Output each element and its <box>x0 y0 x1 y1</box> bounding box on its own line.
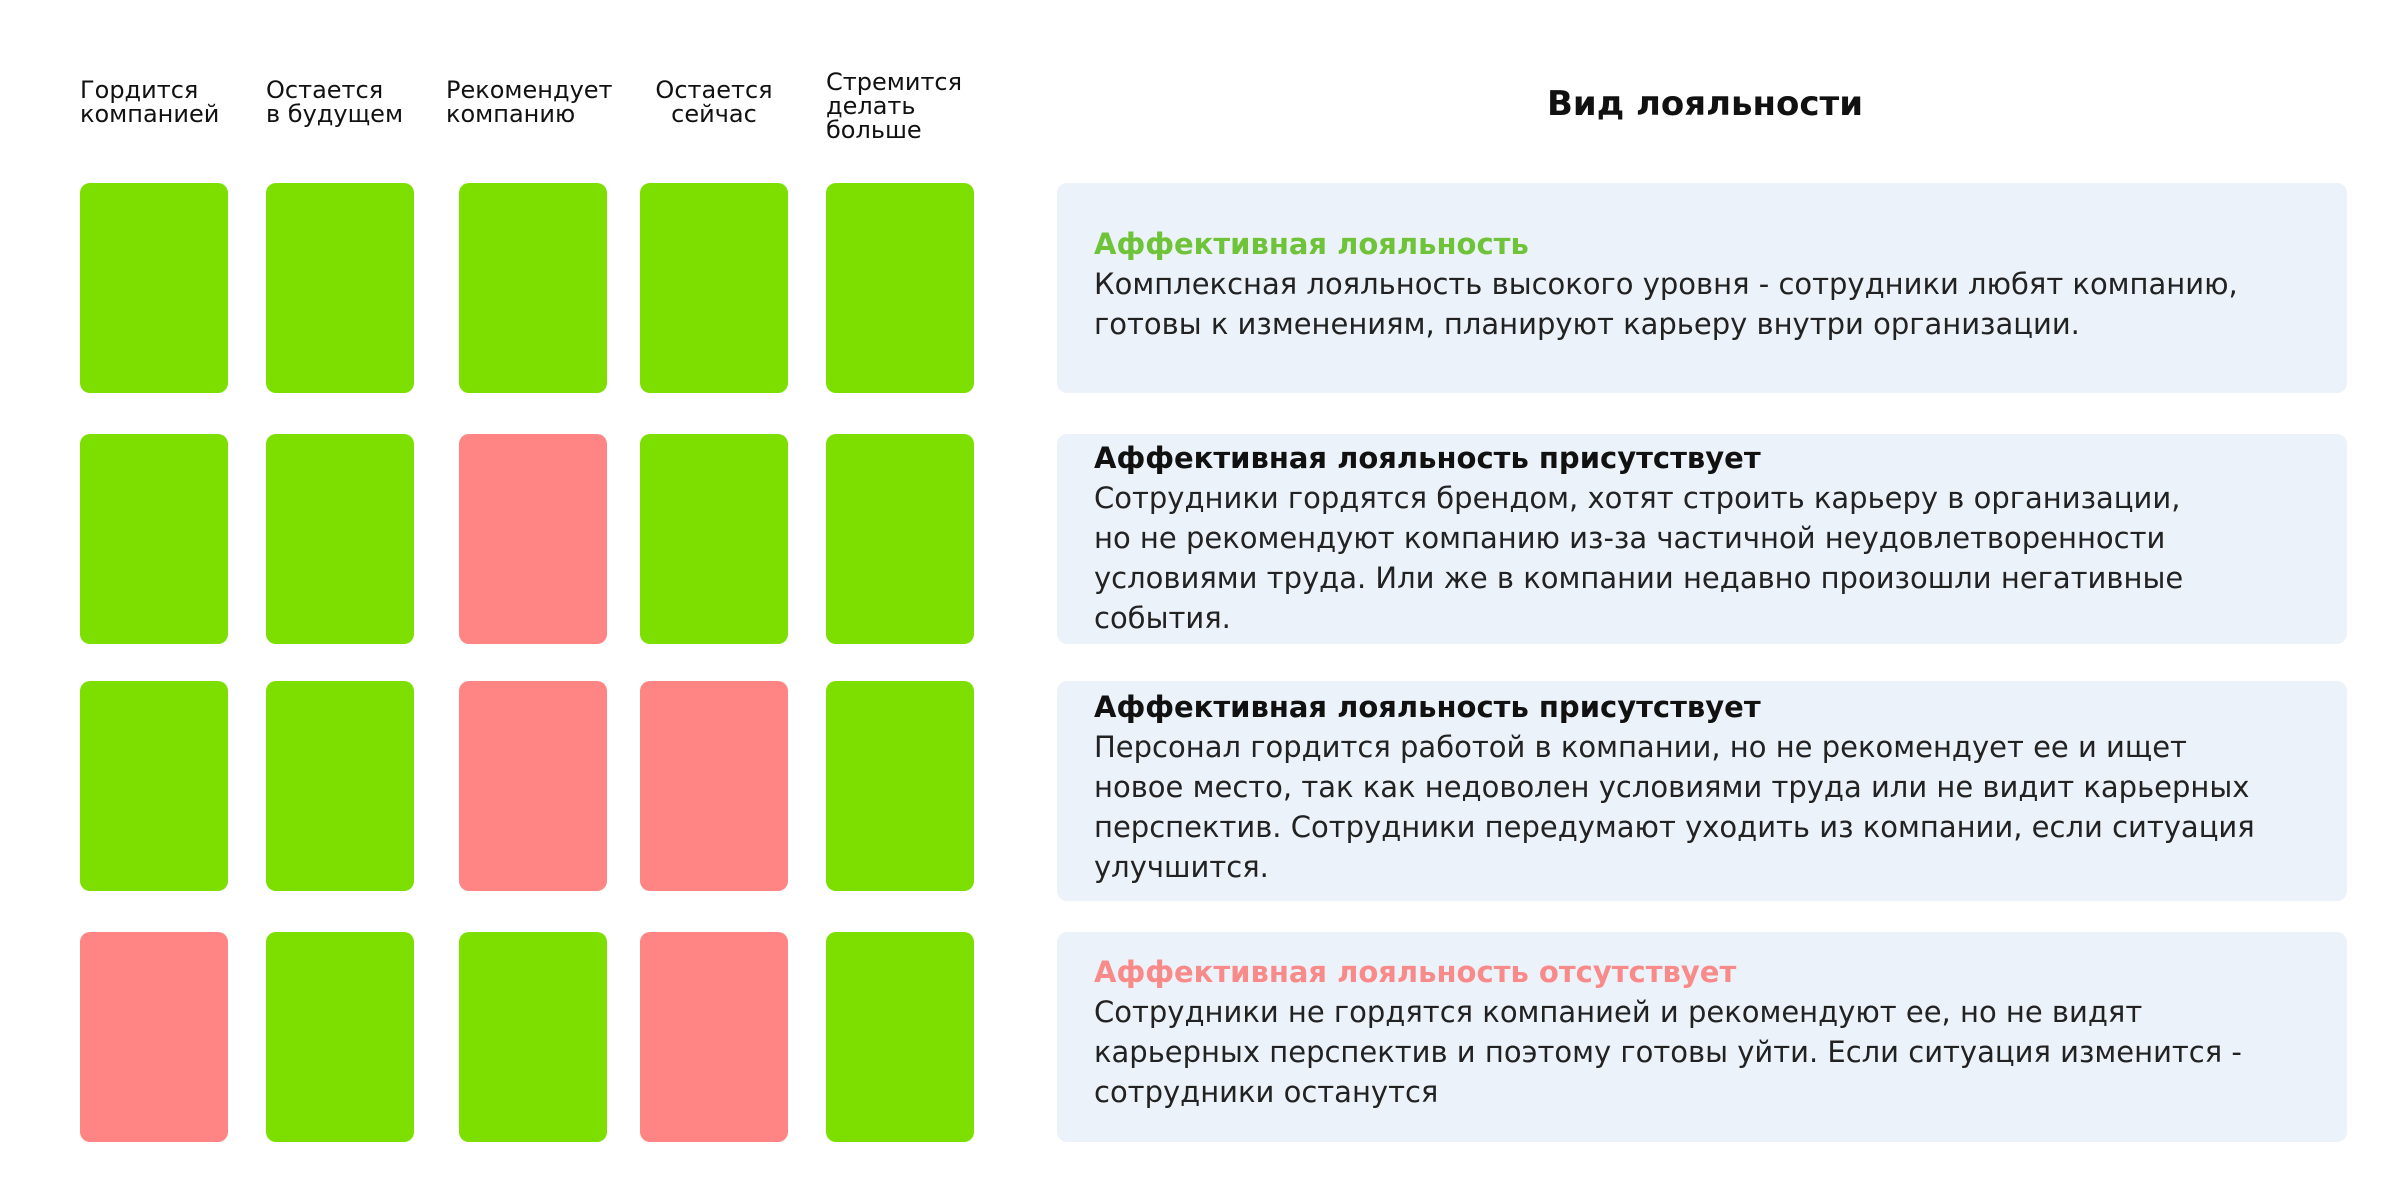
column-header-line: компанию <box>446 100 576 128</box>
tile-row1-recommends <box>459 183 607 393</box>
card-text: Персонал гордится работой в компании, но не рекомендует ее и ищет новое место, так как недоволен условиями труда или не видит карьерных перспектив. Сотрудники передумают уходить из компании, если ситуация улучшится. <box>1094 730 2255 884</box>
column-header-line: Стремится <box>826 68 963 96</box>
column-header-proud <box>80 78 219 126</box>
column-header-line: в будущем <box>266 100 404 128</box>
tile-row3-stays-future <box>266 681 414 891</box>
tile-row2-stays-now <box>640 434 788 644</box>
tile-row2-recommends <box>459 434 607 644</box>
tile-row3-strives-more <box>826 681 974 891</box>
column-header-line: сейчас <box>671 100 757 128</box>
tile-row4-recommends <box>459 932 607 1142</box>
card-text: Сотрудники не гордятся компанией и рекомендуют ее, но не видят карьерных перспектив и поэтому готовы уйти. Если ситуация изменится - сотрудники останутся <box>1094 995 2242 1109</box>
loyalty-card-4 <box>1057 932 2347 1142</box>
card-text: Сотрудники гордятся брендом, хотят строить карьеру в организации, но не рекомендуют компанию из-за частичной неудовлетворенности условиями труда. Или же в компании недавно произошли негативные события. <box>1094 481 2184 635</box>
tile-row2-strives-more <box>826 434 974 644</box>
column-header-line: Рекомендует <box>446 76 613 104</box>
tile-row2-stays-future <box>266 434 414 644</box>
tile-row1-stays-now <box>640 183 788 393</box>
column-header-stays-future <box>266 78 403 126</box>
column-header-strives-more <box>826 70 962 142</box>
tile-row2-proud <box>80 434 228 644</box>
tile-row1-stays-future <box>266 183 414 393</box>
tile-row1-strives-more <box>826 183 974 393</box>
column-header-line: Гордится <box>80 76 199 104</box>
column-header-line: Остается <box>655 76 773 104</box>
column-header-recommends <box>446 78 613 126</box>
tile-row4-strives-more <box>826 932 974 1142</box>
tile-row3-recommends <box>459 681 607 891</box>
loyalty-card-1 <box>1057 183 2347 393</box>
column-header-line: Остается <box>266 76 384 104</box>
loyalty-card-2 <box>1057 434 2347 644</box>
card-title: Аффективная лояльность присутствует <box>1094 690 1761 724</box>
card-text: Комплексная лояльность высокого уровня - сотрудники любят компанию, готовы к изменениям, планируют карьеру внутри организации. <box>1094 267 2238 341</box>
column-header-line: больше <box>826 116 922 144</box>
column-header-stays-now <box>640 78 788 126</box>
tile-row4-stays-future <box>266 932 414 1142</box>
card-title: Аффективная лояльность отсутствует <box>1094 955 1737 989</box>
tile-row3-stays-now <box>640 681 788 891</box>
column-header-line: компанией <box>80 100 220 128</box>
column-header-line: делать <box>826 92 916 120</box>
page-title: Вид лояльности <box>1546 84 1864 124</box>
loyalty-card-3 <box>1057 681 2347 901</box>
tile-row1-proud <box>80 183 228 393</box>
tile-row4-proud <box>80 932 228 1142</box>
card-title: Аффективная лояльность <box>1094 227 1529 261</box>
tile-row3-proud <box>80 681 228 891</box>
tile-row4-stays-now <box>640 932 788 1142</box>
card-title: Аффективная лояльность присутствует <box>1094 441 1761 475</box>
